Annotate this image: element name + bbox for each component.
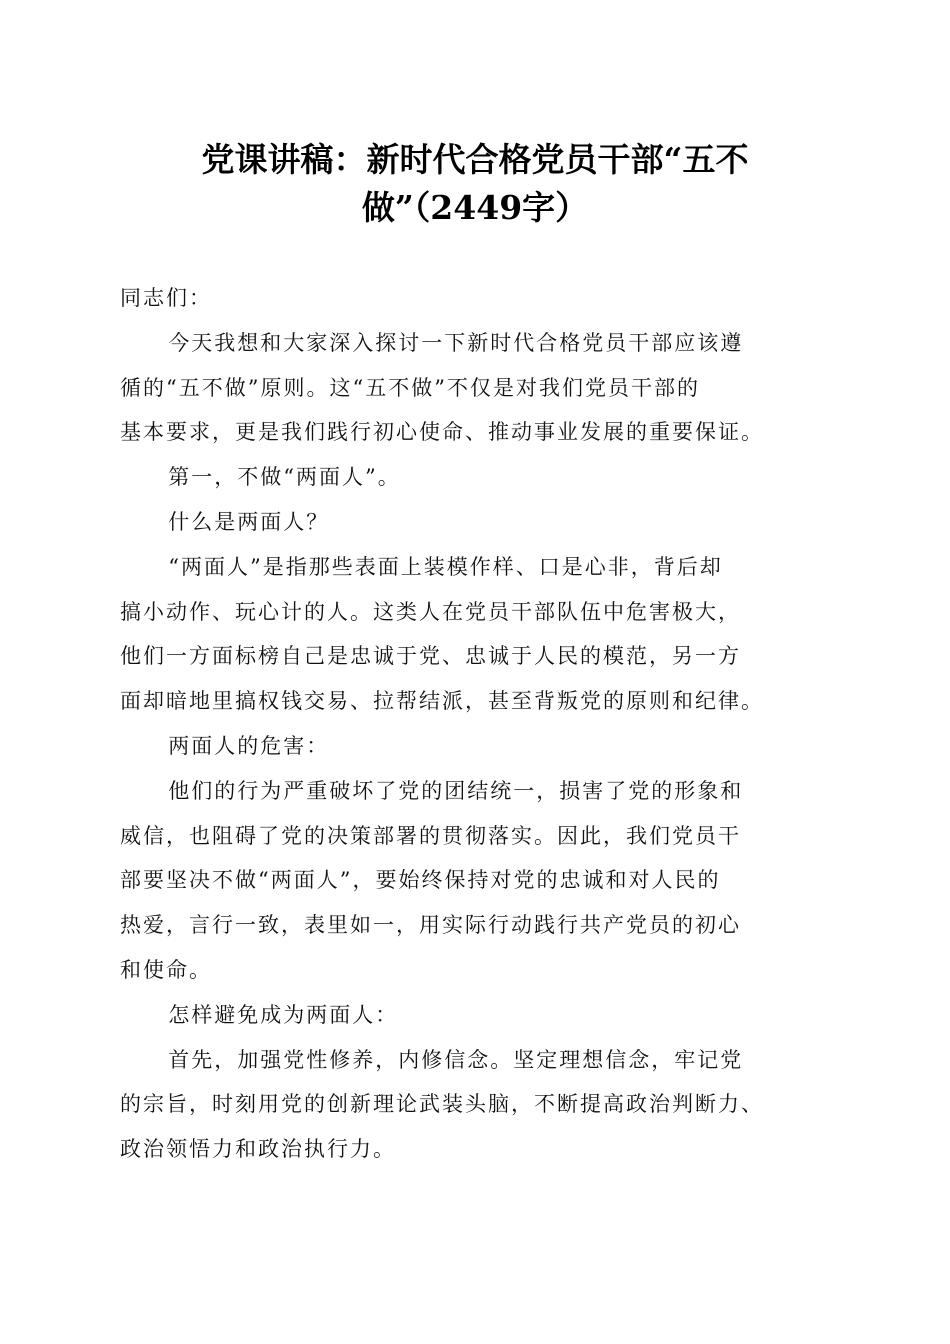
paragraph-harm-heading: [120, 724, 832, 769]
paragraph-line: 今天我想和大家深入探讨一下新时代合格党员干部应该遵: [168, 330, 744, 355]
paragraph-line: 首先，加强党性修养，内修信念。坚定理想信念，牢记党: [168, 1047, 744, 1072]
paragraph-line: “两面人”是指那些表面上装模作样、口是心非，背后却: [168, 554, 723, 579]
paragraph-line: 两面人的危害：: [168, 733, 330, 758]
paragraph-first-measure: [120, 1038, 832, 1172]
document-title: [120, 136, 830, 232]
paragraph-intro: [120, 321, 832, 455]
paragraph-line: 第一，不做“两面人”。: [168, 465, 401, 490]
paragraph-line: 威信，也阻碍了党的决策部署的贯彻落实。因此，我们党员干: [120, 823, 741, 848]
paragraph-line: 搞小动作、玩心计的人。这类人在党员干部队伍中危害极大，: [120, 599, 741, 624]
paragraph-line: 什么是两面人？: [168, 509, 330, 534]
title-line-1: 党课讲稿：新时代合格党员干部“五不: [201, 140, 749, 179]
paragraph-line: 政治领悟力和政治执行力。: [120, 1137, 396, 1162]
paragraph-line: 循的“五不做”原则。这“五不做”不仅是对我们党员干部的: [120, 375, 700, 400]
paragraph-line: 部要坚决不做“两面人”，要始终保持对党的忠诚和对人民的: [120, 868, 721, 893]
paragraph-line: 基本要求，更是我们践行初心使命、推动事业发展的重要保证。: [120, 420, 764, 445]
paragraph-line: 的宗旨，时刻用党的创新理论武装头脑，不断提高政治判断力、: [120, 1092, 764, 1117]
paragraph-line: 怎样避免成为两面人：: [168, 1002, 399, 1027]
document-body: [120, 276, 832, 1172]
paragraph-definition: [120, 545, 832, 724]
paragraph-heading-first: [120, 455, 832, 500]
title-line-2: 做”（2449字）: [361, 188, 589, 227]
paragraph-line: 他们一方面标榜自己是忠诚于党、忠诚于人民的模范，另一方: [120, 644, 741, 669]
paragraph-harm: [120, 769, 832, 993]
paragraph-line: 面却暗地里搞权钱交易、拉帮结派，甚至背叛党的原则和纪律。: [120, 689, 764, 714]
paragraph-line: 他们的行为严重破坏了党的团结统一，损害了党的形象和: [168, 778, 744, 803]
paragraph-avoid-heading: [120, 993, 832, 1038]
paragraph-list: [120, 321, 832, 1172]
paragraph-question: [120, 500, 832, 545]
salutation: 同志们：: [120, 286, 212, 310]
paragraph-line: 和使命。: [120, 957, 212, 982]
paragraph-line: 热爱，言行一致，表里如一，用实际行动践行共产党员的初心: [120, 913, 741, 938]
